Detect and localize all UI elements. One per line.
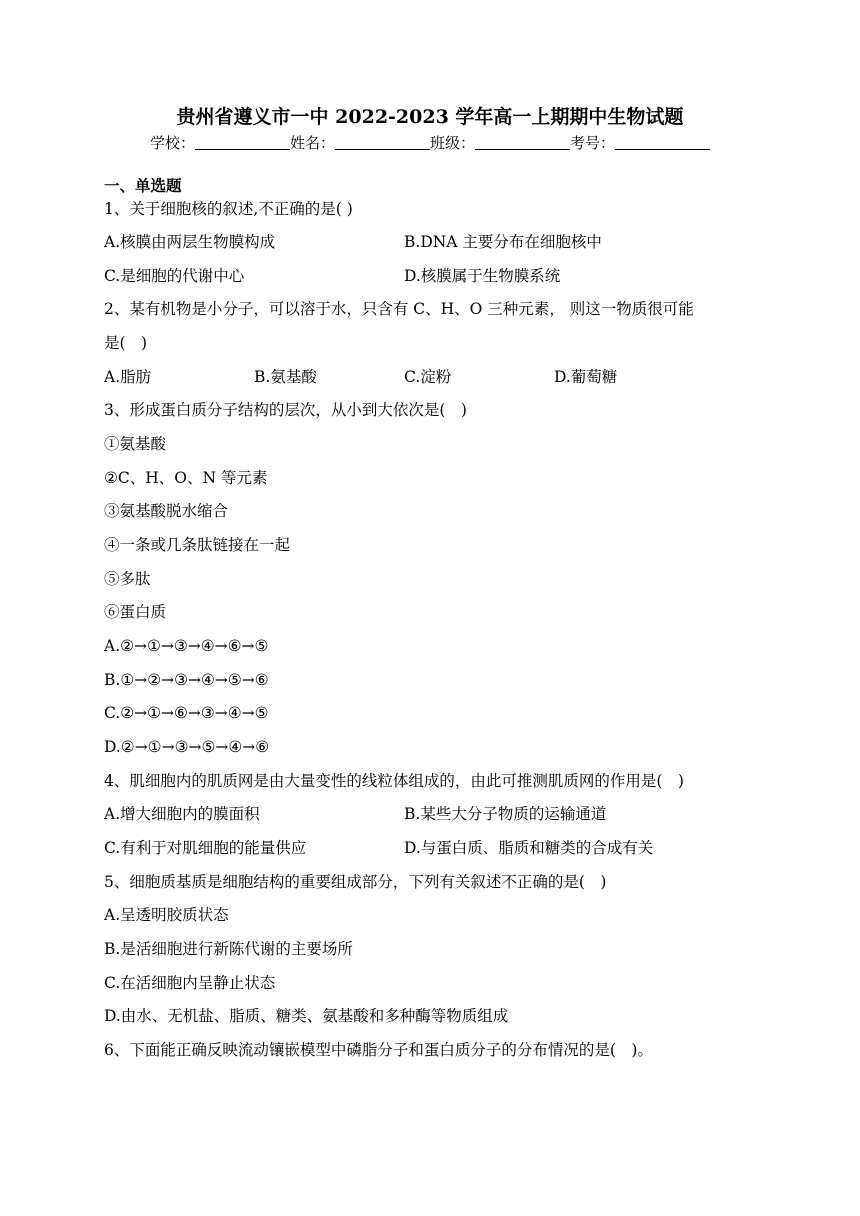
question-3-item-1: ①氨基酸 xyxy=(104,435,167,453)
question-1-option-d[interactable]: D.核膜属于生物膜系统 xyxy=(404,267,561,285)
student-info-row xyxy=(0,132,860,154)
class-blank[interactable] xyxy=(475,134,570,150)
question-3-item-2: ②C、H、O、N 等元素 xyxy=(104,469,268,487)
question-3-option-a[interactable]: A.②→①→③→④→⑥→⑤ xyxy=(104,637,269,655)
question-5-stem: 5、细胞质基质是细胞结构的重要组成部分，下列有关叙述不正确的是( ) xyxy=(104,873,607,891)
question-3-option-b[interactable]: B.①→②→③→④→⑤→⑥ xyxy=(104,671,269,689)
question-4-option-b[interactable]: B.某些大分子物质的运输通道 xyxy=(404,805,607,823)
question-3-option-c[interactable]: C.②→①→⑥→③→④→⑤ xyxy=(104,704,269,722)
question-3-item-3: ③氨基酸脱水缩合 xyxy=(104,502,229,520)
question-2-option-c[interactable]: C.淀粉 xyxy=(404,368,452,386)
question-1-stem: 1、关于细胞核的叙述,不正确的是( ) xyxy=(104,200,353,218)
school-label: 学校： xyxy=(149,134,195,152)
name-blank[interactable] xyxy=(335,134,430,150)
question-4-stem: 4、肌细胞内的肌质网是由大量变性的线粒体组成的，由此可推测肌质网的作用是( ) xyxy=(104,772,684,790)
question-1-option-c[interactable]: C.是细胞的代谢中心 xyxy=(104,267,245,285)
question-4-option-a[interactable]: A.增大细胞内的膜面积 xyxy=(104,805,260,823)
question-5-option-d[interactable]: D.由水、无机盐、脂质、糖类、氨基酸和多种酶等物质组成 xyxy=(104,1007,509,1025)
question-5-option-b[interactable]: B.是活细胞进行新陈代谢的主要场所 xyxy=(104,940,353,958)
question-4-option-d[interactable]: D.与蛋白质、脂质和糖类的合成有关 xyxy=(404,839,654,857)
question-2-stem-line2: 是( ) xyxy=(104,334,148,352)
class-label: 班级： xyxy=(430,134,476,152)
question-3-option-d[interactable]: D.②→①→③→⑤→④→⑥ xyxy=(104,738,270,756)
question-2-option-b[interactable]: B.氨基酸 xyxy=(254,368,317,386)
exam-title: 贵州省遵义市一中 2022-2023 学年高一上期期中生物试题 xyxy=(176,106,684,128)
question-6-stem: 6、下面能正确反映流动镶嵌模型中磷脂分子和蛋白质分子的分布情况的是( )。 xyxy=(104,1041,653,1059)
question-2-option-d[interactable]: D.葡萄糖 xyxy=(554,368,618,386)
question-2-option-a[interactable]: A.脂肪 xyxy=(104,368,152,386)
question-3-item-6: ⑥蛋白质 xyxy=(104,603,167,621)
exam-no-blank[interactable] xyxy=(615,134,710,150)
question-2-stem-line1: 2、某有机物是小分子，可以溶于水，只含有 C、H、O 三种元素， 则这一物质很可能 xyxy=(104,300,694,318)
question-4-option-c[interactable]: C.有利于对肌细胞的能量供应 xyxy=(104,839,307,857)
question-5-option-a[interactable]: A.呈透明胶质状态 xyxy=(104,906,229,924)
question-1-option-b[interactable]: B.DNA 主要分布在细胞核中 xyxy=(404,233,602,251)
school-blank[interactable] xyxy=(195,134,290,150)
section-title: 一、单选题 xyxy=(104,176,182,195)
question-3-stem: 3、形成蛋白质分子结构的层次，从小到大依次是( ) xyxy=(104,401,467,419)
name-label: 姓名： xyxy=(289,134,335,152)
question-5-option-c[interactable]: C.在活细胞内呈静止状态 xyxy=(104,974,276,992)
exam-no-label: 考号： xyxy=(570,134,616,152)
question-1-option-a[interactable]: A.核膜由两层生物膜构成 xyxy=(104,233,276,251)
question-3-item-5: ⑤多肽 xyxy=(104,570,151,588)
question-3-item-4: ④一条或几条肽链接在一起 xyxy=(104,536,291,554)
